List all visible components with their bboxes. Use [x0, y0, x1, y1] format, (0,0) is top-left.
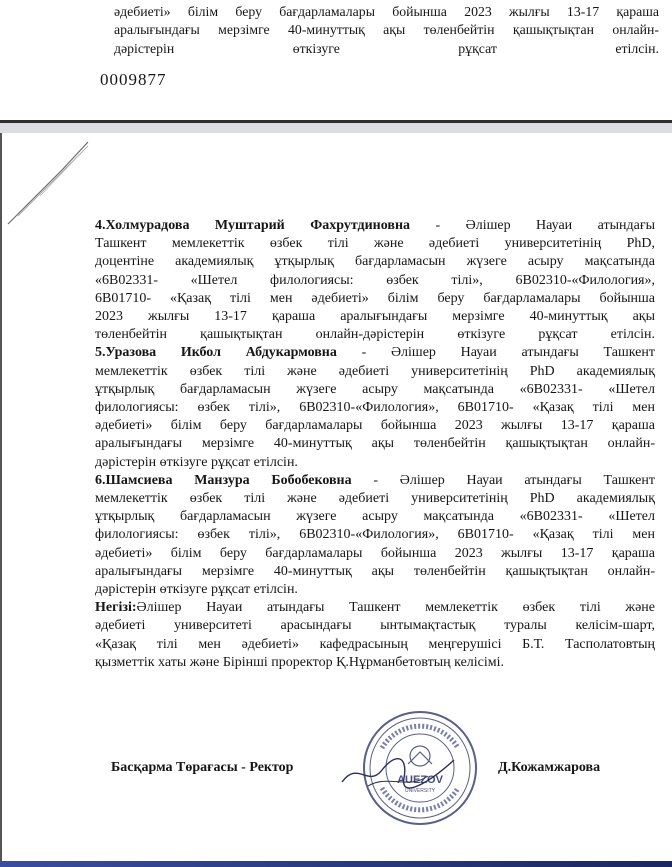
- basis-paragraph: [95, 599, 655, 672]
- top-line-3: дәрістерін өткізуге рұқсат етілсін.: [114, 40, 659, 56]
- seal-subtext: UNIVERSITY: [404, 788, 436, 794]
- entry-line: доцентіне академиялық ұтқырлық бағдарламасын жүзеге асыру мақсатында: [95, 254, 655, 270]
- entry-line: 2023 жылғы 13-17 қараша аралығындағы мерзімге 40-минуттық ақы: [95, 309, 655, 325]
- entry-line: 6.Шамсиева Манзура Бобобековна - Әлішер Науаи атындағы Ташкент: [95, 472, 656, 488]
- seal-text: AUEZOV: [397, 774, 443, 786]
- entry-line: 6В01710- «Қазақ тілі мен әдебиеті» білім беру бағдарламалары бойынша: [95, 290, 655, 306]
- basis-line: қызметтік хаты және Бірінші проректор Қ.Нұрманбетовтың келісімі.: [95, 654, 505, 670]
- document-number: 0009877: [100, 70, 167, 89]
- top-fragment-text: [114, 3, 659, 58]
- entry-line: төленбейтін қашықтықтан онлайн-дәрістерін өткізуге рұқсат етілсін.: [95, 327, 655, 343]
- signatory-title: Басқарма Төрағасы - Ректор: [111, 760, 294, 775]
- entry-line: филологиясы: өзбек тілі», 6В02310-«Филология», 6В01710- «Қазақ тілі мен: [95, 400, 655, 416]
- entry-line: әдебиеті» білім беру бағдарламалары бойынша 2023 жылғы 13-17 қараша: [95, 418, 655, 434]
- entry-line: мемлекеттік өзбек тілі және әдебиеті университетінің PhD академиялық: [95, 491, 655, 507]
- entry-line: Ташкент мемлекеттік өзбек тілі және әдебиеті университетінің PhD,: [95, 236, 655, 252]
- entry-line: ұтқырлық бағдарламасын жүзеге асыру мақсатында «6В02331- «Шетел: [95, 381, 655, 397]
- signatory-name: Д.Кожамжарова: [498, 760, 601, 775]
- entry-line: 4.Холмурадова Муштарий Фахрутдиновна - Әлішер Науаи атындағы: [95, 218, 655, 233]
- entry-5: [95, 344, 655, 471]
- basis-line: «Қазақ тілі мен әдебиеті» кафедрасының меңгерушісі Б.Т. Тасполатовтың: [95, 636, 655, 652]
- entry-line: әдебиеті» білім беру бағдарламалары бойынша 2023 жылғы 13-17 қараша: [95, 545, 655, 561]
- top-line-1: әдебиеті» білім беру бағдарламалары бойынша 2023 жылғы 13-17 қараша: [114, 4, 659, 19]
- handwritten-signature: [338, 752, 458, 792]
- entry-line: филологиясы: өзбек тілі», 6В02310-«Филология», 6В01710- «Қазақ тілі мен: [95, 527, 655, 543]
- entry-4: [95, 217, 655, 344]
- entry-line: 5.Уразова Икбол Абдукармовна - Әлішер Науаи атындағы Ташкент: [95, 345, 656, 361]
- person-name: 6.Шамсиева Манзура Бобобековна: [95, 472, 352, 488]
- person-name: 4.Холмурадова Муштарий Фахрутдиновна: [95, 218, 411, 233]
- basis-line: Негізі:Әлішер Науаи атындағы Ташкент мемлекеттік өзбек тілі және: [95, 600, 655, 616]
- page-gap: [0, 123, 672, 133]
- basis-line: әдебиеті университеті арасындағы ынтымақтастық туралы келісім-шарт,: [95, 618, 655, 634]
- person-name: 5.Уразова Икбол Абдукармовна: [95, 345, 337, 361]
- entry-line: аралығындағы мерзімге 40-минуттық ақы төленбейтін қашықтықтан онлайн-: [95, 436, 655, 452]
- entry-line: ұтқырлық бағдарламасын жүзеге асыру мақсатында «6В02331- «Шетел: [95, 509, 655, 525]
- basis-label: Негізі:: [95, 600, 137, 616]
- entry-line: дәрістерін өткізуге рұқсат етілсін.: [95, 582, 298, 598]
- entry-line: мемлекеттік өзбек тілі және әдебиеті университетінің PhD академиялық: [95, 363, 655, 379]
- entry-line: дәрістерін өткізуге рұқсат етілсін.: [95, 454, 298, 470]
- entry-line: аралығындағы мерзімге 40-минуттық ақы төленбейтін қашықтықтан онлайн-: [95, 563, 655, 579]
- previous-page-fragment: [0, 0, 672, 123]
- top-line-2: аралығындағы мерзімге 40-минуттық ақы төленбейтін қашықтықтан онлайн-: [114, 22, 659, 38]
- scan-corner-mark: [0, 140, 95, 250]
- order-body: [95, 217, 655, 672]
- entry-6: [95, 472, 655, 599]
- window-bottom-edge: [0, 861, 672, 867]
- entry-line: «6В02331- «Шетел филологиясы: өзбек тілі», 6В02310-«Филология»,: [95, 272, 655, 288]
